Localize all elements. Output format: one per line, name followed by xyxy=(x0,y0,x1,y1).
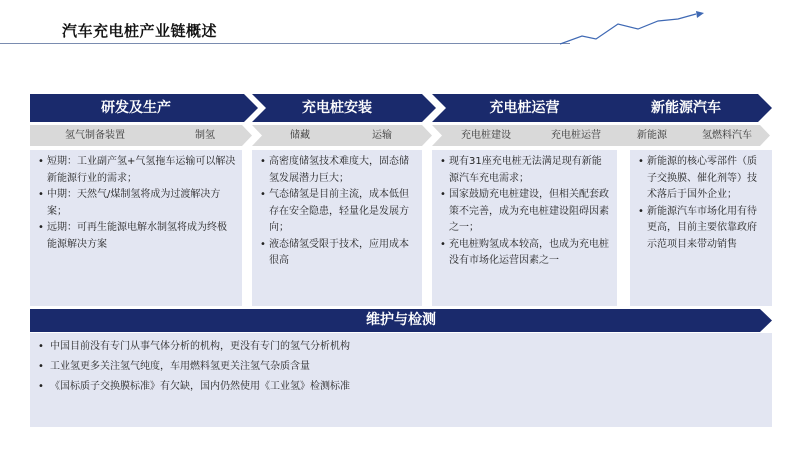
bullet-item: • 工业氢更多关注氢气纯度，车用燃料氢更关注氢气杂质含量 xyxy=(38,357,764,377)
maintenance-title: 维护与检测 xyxy=(366,312,436,328)
bullet-item: • 国家鼓励充电桩建设，但相关配套政策不完善，成为充电桩建设阻碍因素之一； xyxy=(440,187,611,237)
column-title: 研发及生产 xyxy=(101,100,171,116)
column-research xyxy=(30,94,242,306)
column-body xyxy=(252,150,422,306)
column-header xyxy=(30,94,242,122)
sub-tab-item: 充电桩建设 xyxy=(461,130,511,141)
bullet-item: • 高密度储氢技术难度大，固态储氢发展潜力巨大； xyxy=(260,154,416,187)
bullet-item: • 新能源汽车市场化用有待更高，目前主要依靠政府示范项目来带动销售 xyxy=(638,204,766,254)
column-header xyxy=(600,94,772,122)
column-header xyxy=(252,94,422,122)
column-operation xyxy=(432,94,617,306)
column-title: 充电桩安装 xyxy=(302,100,372,116)
column-header xyxy=(432,94,617,122)
sub-tab-item: 新能源 xyxy=(637,130,667,141)
column-body xyxy=(30,150,242,306)
bullet-item: • 中国目前没有专门从事气体分析的机构，更没有专门的氢气分析机构 xyxy=(38,337,764,357)
sub-tab-item: 充电桩运营 xyxy=(551,130,601,141)
bullet-item: • 远期：可再生能源电解水制氢将成为终极能源解决方案 xyxy=(38,220,236,253)
sub-tab-item: 氢气制备装置 xyxy=(65,130,125,141)
page-title: 汽车充电桩产业链概述 xyxy=(62,22,218,40)
bullet-item: • 充电桩购氢成本较高，也成为充电桩没有市场化运营因素之一 xyxy=(440,237,611,270)
maintenance-header xyxy=(30,309,772,332)
maintenance-body xyxy=(30,333,772,427)
trend-line-icon xyxy=(560,10,705,46)
bullet-item: • 气态储氢是目前主流，成本低但存在安全隐患，轻量化是发展方向； xyxy=(260,187,416,237)
sub-tab-item: 储藏 xyxy=(290,130,310,141)
column-installation xyxy=(252,94,422,306)
column-body xyxy=(432,150,617,306)
sub-tab-item: 制氢 xyxy=(195,130,215,141)
bullet-item: • 中期：天然气/煤制氢将成为过渡解决方案； xyxy=(38,187,236,220)
column-title: 新能源汽车 xyxy=(651,100,721,116)
bullet-item: • 短期：工业副产氢+气氢拖车运输可以解决新能源行业的需求； xyxy=(38,154,236,187)
sub-tab-item: 氢燃料汽车 xyxy=(702,130,752,141)
sub-tabs xyxy=(30,125,242,146)
sub-tabs xyxy=(432,125,617,146)
bullet-item: • 《国标质子交换膜标准》有欠缺，国内仍然使用《工业氢》检测标准 xyxy=(38,377,764,397)
column-vehicles xyxy=(600,94,772,306)
sub-tabs xyxy=(252,125,422,146)
bullet-item: • 液态储氢受限于技术，应用成本很高 xyxy=(260,237,416,270)
bullet-item: • 新能源的核心零部件（质子交换膜、催化剂等）技术落后于国外企业； xyxy=(638,154,766,204)
sub-tabs xyxy=(600,125,772,146)
column-body xyxy=(630,150,772,306)
value-chain-columns xyxy=(30,94,772,306)
sub-tab-item: 运输 xyxy=(372,130,392,141)
title-divider xyxy=(0,43,570,44)
bullet-item: • 现有31座充电桩无法满足现有新能源汽车充电需求； xyxy=(440,154,611,187)
column-title: 充电桩运营 xyxy=(489,100,560,116)
